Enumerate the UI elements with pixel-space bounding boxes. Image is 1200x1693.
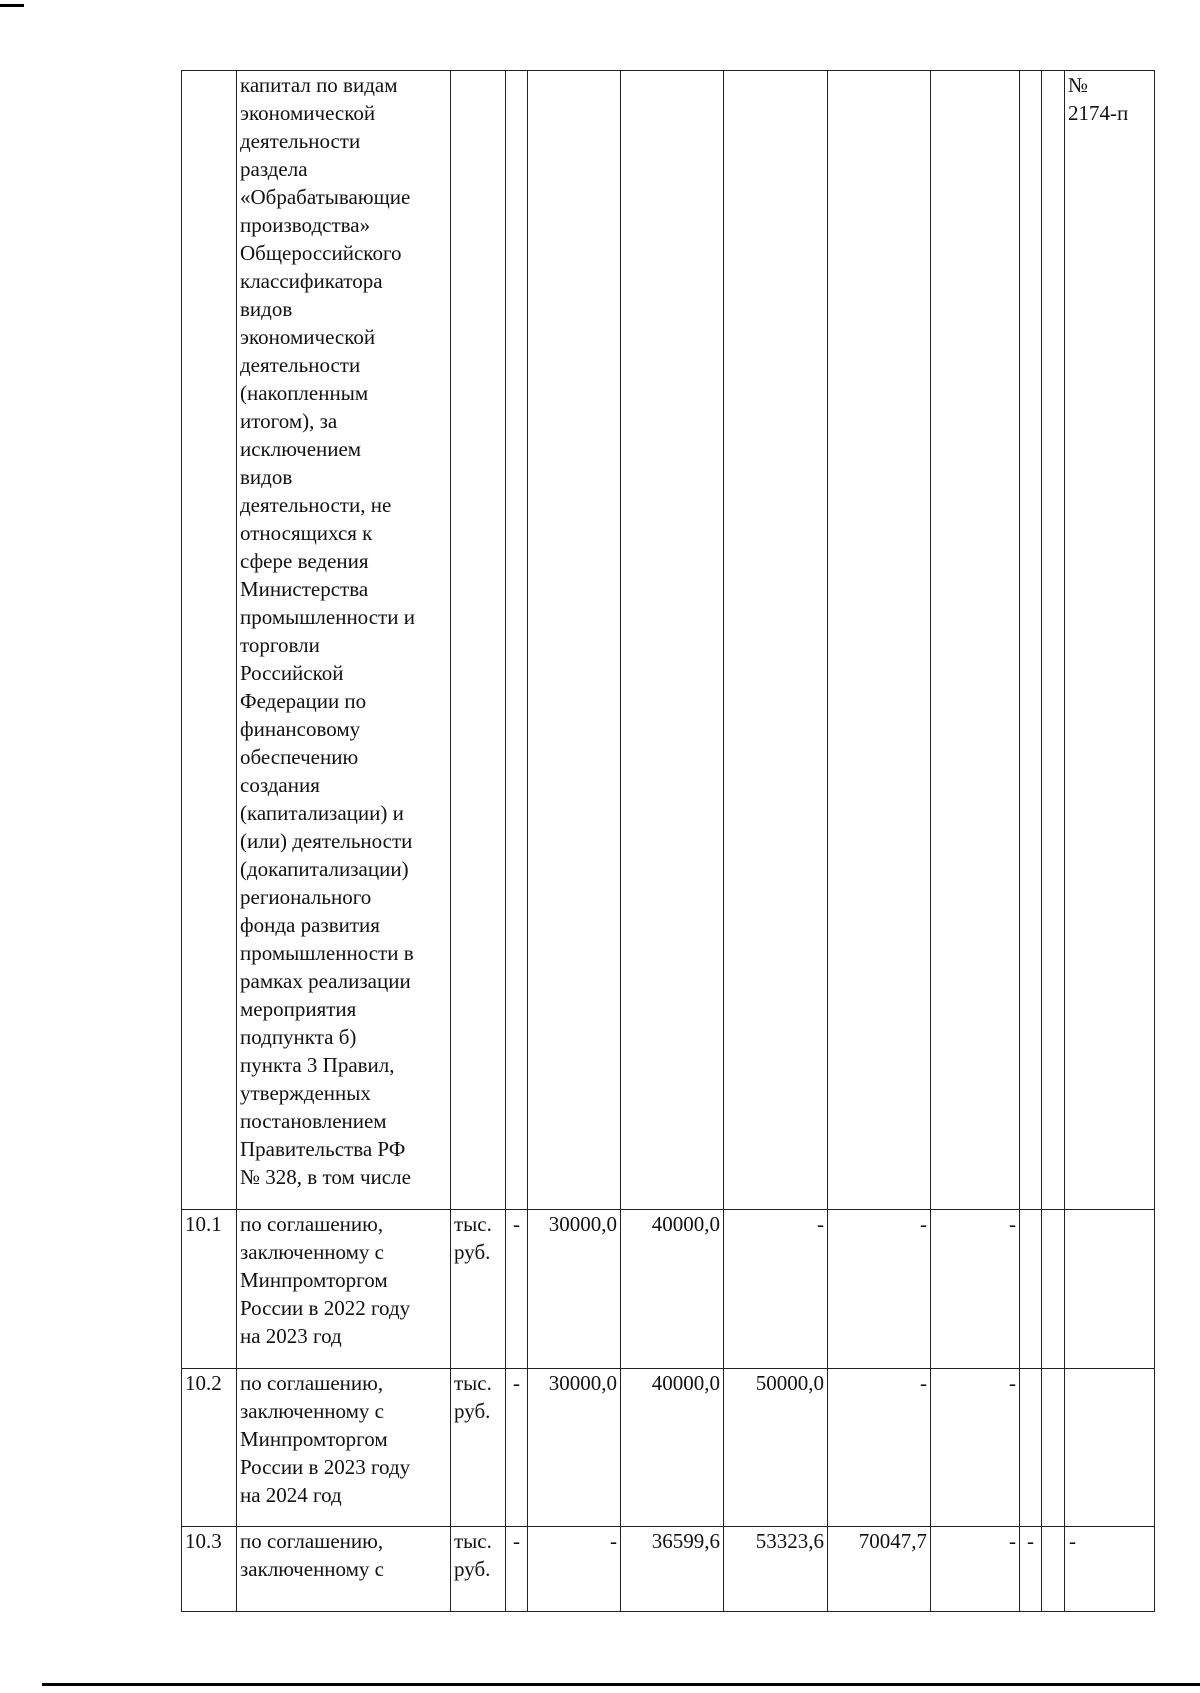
value-y1: 30000,0	[528, 1369, 621, 1527]
base-value: -	[506, 1210, 528, 1369]
value-y2: 36599,6	[621, 1527, 724, 1612]
description-cell	[237, 1210, 451, 1369]
table-row	[182, 1369, 1155, 1527]
unit-text: тыс. руб.	[454, 1529, 492, 1581]
bottom-rule	[42, 1683, 1200, 1686]
description-cell	[237, 1369, 451, 1527]
value-y2: 40000,0	[621, 1369, 724, 1527]
continuation-row	[182, 71, 1155, 1210]
value-y6: -	[1020, 1527, 1042, 1612]
value-y5: -	[931, 1527, 1020, 1612]
value-y1: -	[528, 1527, 621, 1612]
description-text: по соглашению, заключенному с Минпромторгом России в 2022 году на 2023 год	[240, 1212, 411, 1348]
table-row	[182, 1210, 1155, 1369]
row-number: 10.3	[182, 1527, 237, 1612]
base-cell	[506, 71, 528, 1210]
value-y7	[1042, 1210, 1065, 1369]
base-value: -	[506, 1527, 528, 1612]
value-y4: -	[828, 1369, 931, 1527]
table-row	[182, 1527, 1155, 1612]
value-y6	[1020, 1369, 1042, 1527]
value-cell	[931, 71, 1020, 1210]
value-y3: 50000,0	[724, 1369, 828, 1527]
value-y6	[1020, 1210, 1042, 1369]
unit-text: тыс. руб.	[454, 1212, 492, 1264]
value-cell	[1020, 71, 1042, 1210]
value-y7	[1042, 1527, 1065, 1612]
value-y2: 40000,0	[621, 1210, 724, 1369]
value-y5: -	[931, 1210, 1020, 1369]
value-y4: 70047,7	[828, 1527, 931, 1612]
value-y4: -	[828, 1210, 931, 1369]
row-number: 10.2	[182, 1369, 237, 1527]
value-cell	[724, 71, 828, 1210]
corner-mark	[0, 4, 24, 7]
row-number: 10.1	[182, 1210, 237, 1369]
note-value	[1065, 1369, 1155, 1527]
value-y5: -	[931, 1369, 1020, 1527]
unit-text: тыс. руб.	[454, 1371, 492, 1423]
value-y7	[1042, 1369, 1065, 1527]
unit-cell	[451, 1210, 506, 1369]
value-y1: 30000,0	[528, 1210, 621, 1369]
value-y3: 53323,6	[724, 1527, 828, 1612]
description-text: по соглашению, заключенному с	[240, 1529, 385, 1581]
value-cell	[1042, 71, 1065, 1210]
description-text: капитал по видам экономической деятельности раздела «Обрабатывающие производства» Общероссийского классификатора видов экономической деятельности (накопленным итогом), за исключением видов деятельности, не относящихся к сфере ведения Министерства промышленности и торговли Российской Федерации по финансовому обеспечению создания (капитализации) и (или) деятельности (докапитализации) регионального фонда развития промышленности в рамках реализации мероприятия подпункта б) пункта 3 Правил, утвержденных постановлением Правительства РФ № 328, в том числе	[240, 73, 415, 1189]
unit-cell	[451, 1527, 506, 1612]
note-cell	[1065, 71, 1155, 1210]
value-y3: -	[724, 1210, 828, 1369]
unit-cell	[451, 71, 506, 1210]
row-number-cell	[182, 71, 237, 1210]
note-text: № 2174-п	[1068, 73, 1129, 125]
note-value: -	[1065, 1527, 1155, 1612]
note-value	[1065, 1210, 1155, 1369]
description-cell	[237, 1527, 451, 1612]
description-text: по соглашению, заключенному с Минпромторгом России в 2023 году на 2024 год	[240, 1371, 411, 1507]
value-cell	[528, 71, 621, 1210]
indicator-table	[181, 70, 1155, 1612]
description-cell	[237, 71, 451, 1210]
unit-cell	[451, 1369, 506, 1527]
value-cell	[621, 71, 724, 1210]
value-cell	[828, 71, 931, 1210]
base-value: -	[506, 1369, 528, 1527]
